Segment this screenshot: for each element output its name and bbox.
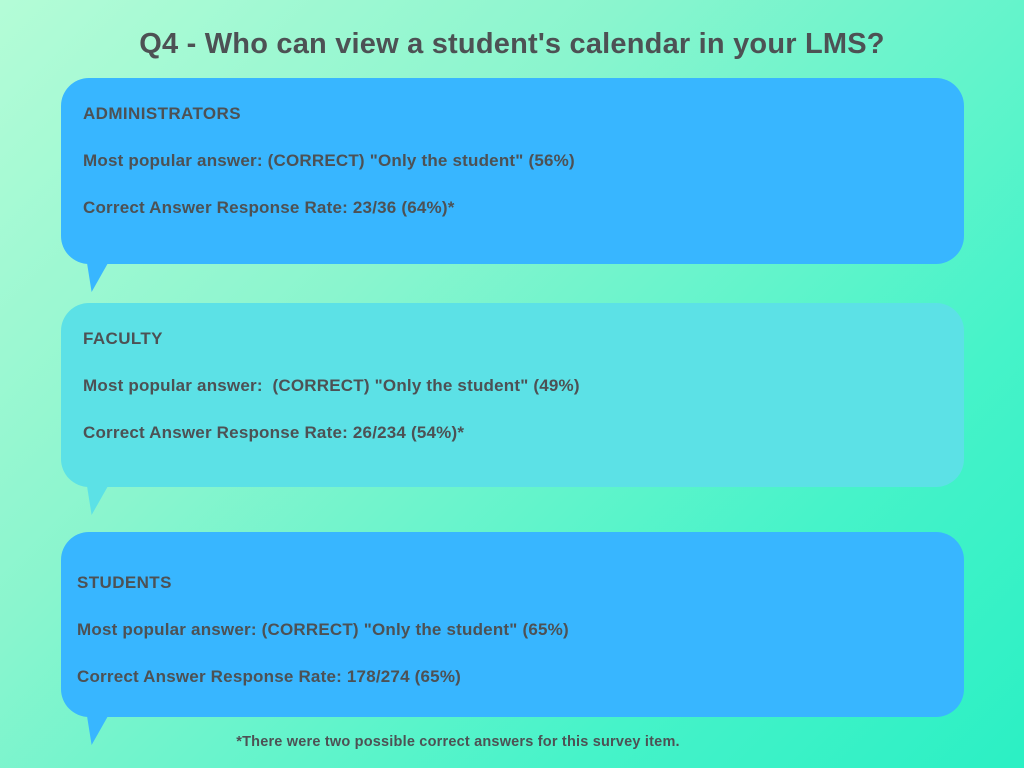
administrators-popular-answer: Most popular answer: (CORRECT) "Only the student" (56%)	[83, 151, 575, 170]
bubble-faculty-content	[61, 303, 964, 443]
administrators-response-rate: Correct Answer Response Rate: 23/36 (64%)*	[83, 198, 455, 217]
footnote: *There were two possible correct answers for this survey item.	[236, 734, 680, 750]
speech-bubble-tail	[87, 486, 108, 515]
bubble-students	[61, 532, 964, 717]
bubble-administrators	[61, 78, 964, 264]
faculty-response-rate: Correct Answer Response Rate: 26/234 (54%)*	[83, 423, 465, 442]
page-title: Q4 - Who can view a student's calendar in your LMS?	[139, 28, 885, 60]
students-response-rate: Correct Answer Response Rate: 178/274 (65%)	[77, 667, 462, 686]
administrators-heading: ADMINISTRATORS	[83, 104, 241, 123]
bubble-administrators-content	[61, 78, 964, 218]
bubble-faculty	[61, 303, 964, 487]
students-heading: STUDENTS	[77, 573, 172, 592]
faculty-heading: FACULTY	[83, 329, 163, 348]
faculty-popular-answer: Most popular answer: (CORRECT) "Only the student" (49%)	[83, 376, 580, 395]
speech-bubble-tail	[87, 263, 108, 292]
students-popular-answer: Most popular answer: (CORRECT) "Only the student" (65%)	[77, 620, 569, 639]
bubble-students-content	[61, 532, 964, 687]
